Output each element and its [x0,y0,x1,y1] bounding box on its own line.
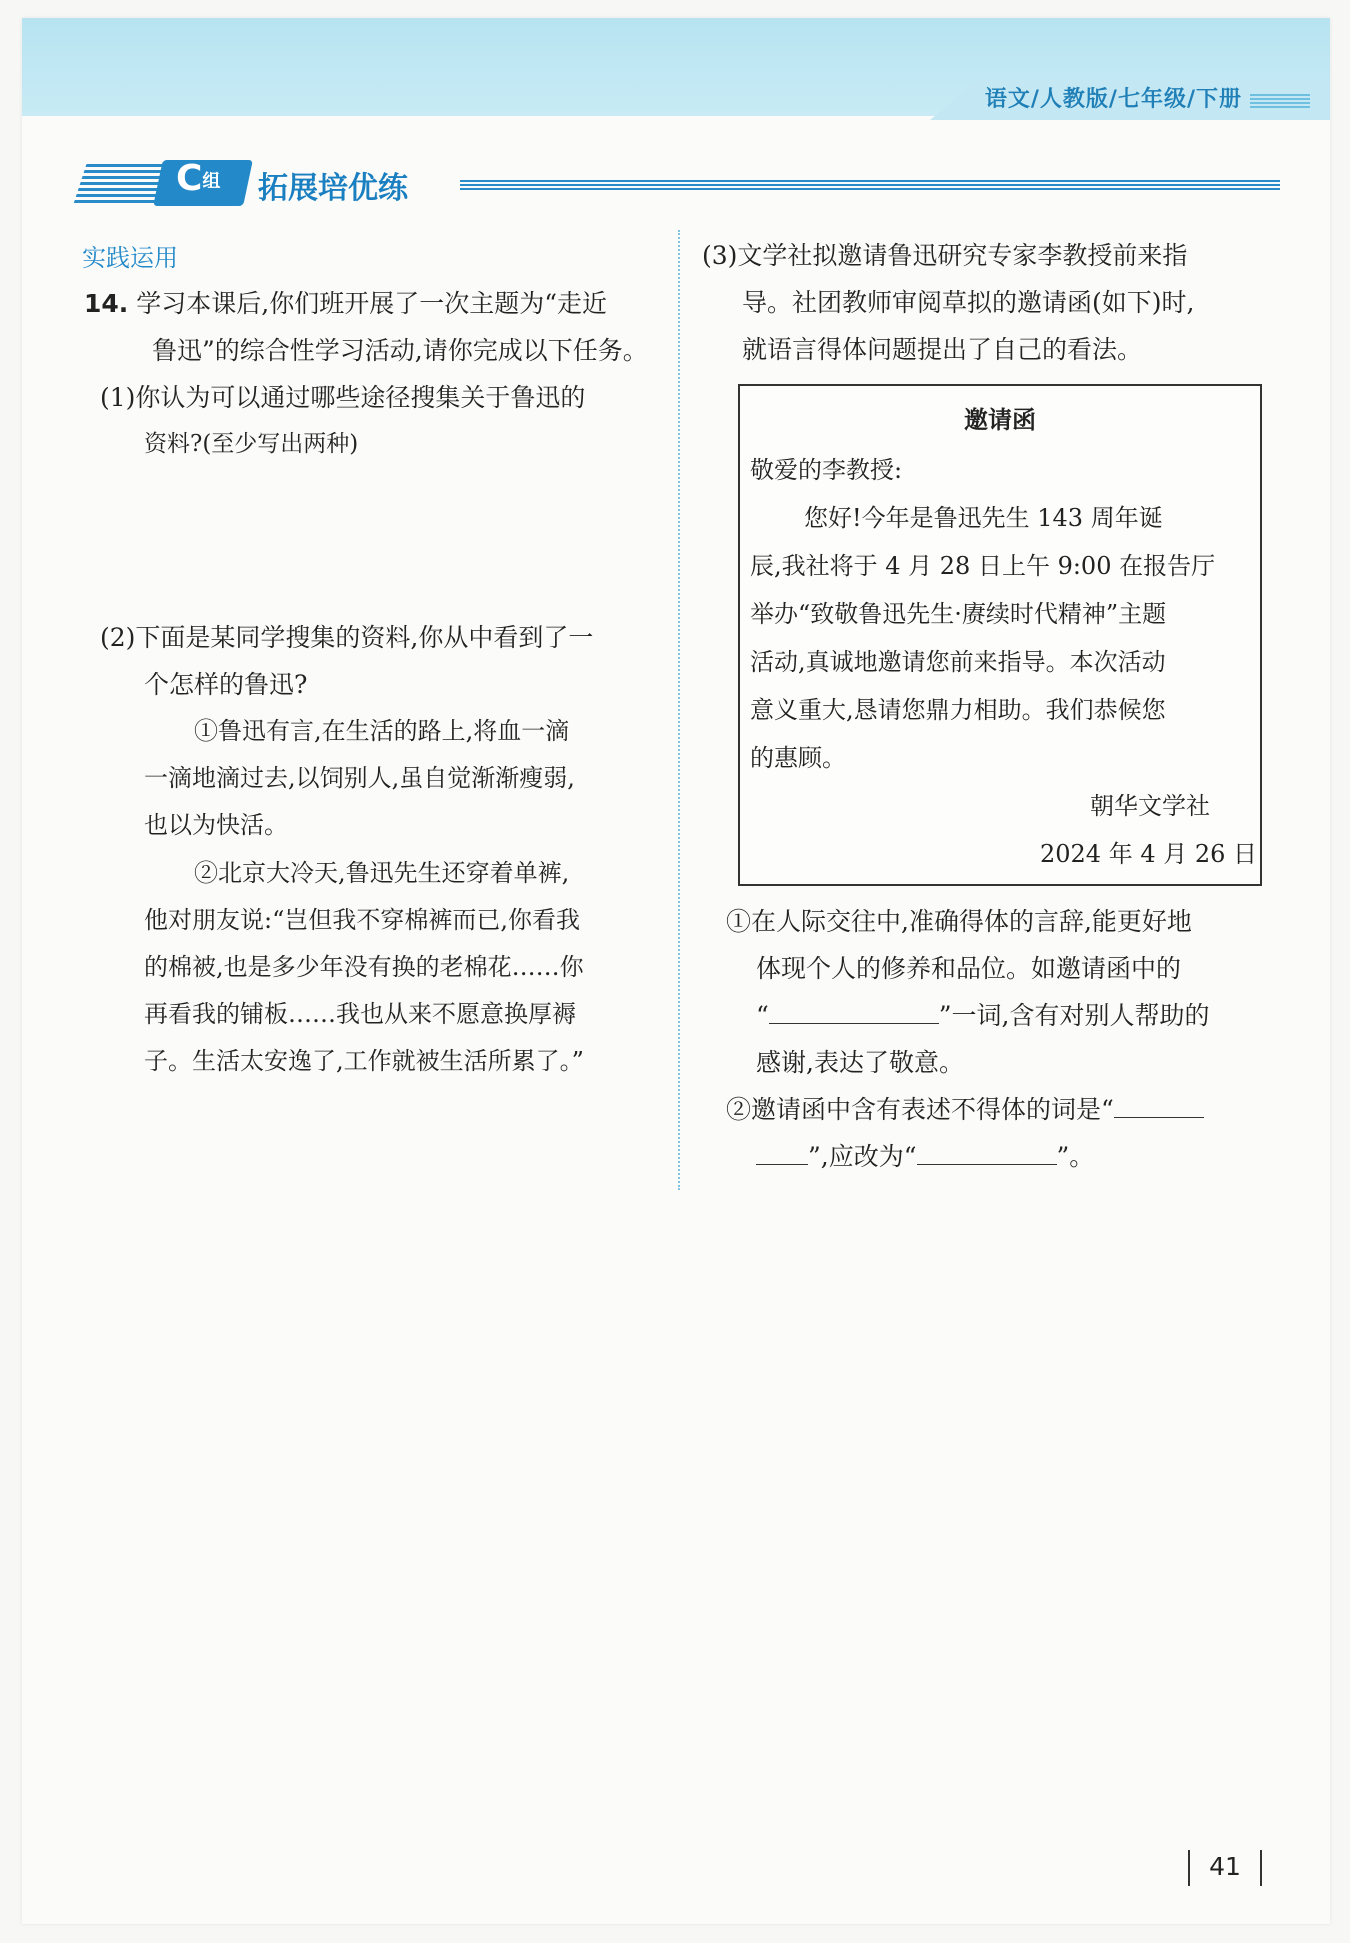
material2-line: ②北京大冷天,鲁迅先生还穿着单裤, [194,859,570,887]
part3-line2: 导。社团教师审阅草拟的邀请函(如下)时, [742,288,1195,317]
material2-line: 他对朋友说:“岂但我不穿棉裤而已,你看我 [144,906,580,934]
task1-line3 [756,992,1210,1039]
section-rule [460,180,1280,192]
question-intro-text: 学习本课后,你们班开展了一次主题为“走近 [136,289,607,318]
letter-body-line: 意义重大,恳请您鼎力相助。我们恭候您 [750,696,1166,724]
material2-line: 的棉被,也是多少年没有换的老棉花……你 [144,953,584,981]
part1-line2: 资料?(至少写出两种) [144,431,359,457]
task1-line2: 体现个人的修养和品位。如邀请函中的 [756,954,1182,983]
task2-line2 [756,1133,1094,1180]
material2-line: 再看我的铺板……我也从来不愿意换厚褥 [144,1000,576,1028]
answer-blank[interactable] [1114,1091,1204,1118]
letter-signature: 朝华文学社 [1090,792,1210,820]
letter-date: 2024 年 4 月 26 日 [1040,840,1258,868]
material2-line: 子。生活太安逸了,工作就被生活所累了。” [144,1047,584,1075]
question-intro-line1 [84,280,607,327]
answer-blank[interactable] [917,1138,1057,1165]
letter-body-line: 活动,真诚地邀请您前来指导。本次活动 [750,648,1166,676]
task2-line1-text: ②邀请函中含有表述不得体的词是“ [726,1095,1114,1124]
letter-body-line: 举办“致敬鲁迅先生·赓续时代精神”主题 [750,600,1167,628]
letter-title: 邀请函 [964,406,1036,434]
task1-line3-text: ”一词,含有对别人帮助的 [938,1001,1210,1030]
material1-line: 也以为快活。 [144,811,288,839]
subsection-label: 实践运用 [82,244,178,272]
page-number: 41 [1209,1852,1241,1881]
section-title: 拓展培优练 [258,171,408,206]
answer-blank[interactable] [756,1138,808,1165]
task2-line1 [726,1086,1204,1133]
invitation-letter [738,384,1262,886]
quote-open: “ [756,1001,769,1030]
task2-line2-text: ”,应改为“ [808,1142,917,1171]
letter-body-line: 的惠顾。 [750,744,846,772]
section-badge-sub: 组 [202,171,221,192]
task1-line1: ①在人际交往中,准确得体的言辞,能更好地 [726,907,1192,936]
material1-line: ①鲁迅有言,在生活的路上,将血一滴 [194,717,570,745]
question-intro-line2: 鲁迅”的综合性学习活动,请你完成以下任务。 [152,336,648,365]
question-number: 14. [84,289,129,318]
material1-line: 一滴地滴过去,以饲别人,虽自觉渐渐瘦弱, [144,764,575,792]
part2-line2: 个怎样的鲁迅? [144,670,308,699]
section-banner [80,158,1280,210]
page-number-box [1188,1850,1262,1886]
section-badge-letter: C [176,158,203,199]
letter-body-line: 辰,我社将于 4 月 28 日上午 9:00 在报告厅 [750,552,1216,580]
header-stripes-decoration [1250,94,1310,108]
letter-salutation: 敬爱的李教授: [750,456,903,484]
task1-line4: 感谢,表达了敬意。 [756,1048,964,1077]
column-divider [678,230,680,1190]
letter-body-line: 您好!今年是鲁迅先生 143 周年诞 [804,504,1163,532]
section-badge [176,158,220,199]
answer-blank[interactable] [769,997,939,1024]
part3-line3: 就语言得体问题提出了自己的看法。 [742,335,1143,364]
part1-line1: (1)你认为可以通过哪些途径搜集关于鲁迅的 [100,383,586,412]
part3-line1: (3)文学社拟邀请鲁迅研究专家李教授前来指 [702,241,1188,270]
task2-line2-end: ”。 [1056,1142,1095,1171]
part2-line1: (2)下面是某同学搜集的资料,你从中看到了一 [100,623,594,652]
book-series-label: 语文/人教版/七年级/下册 [984,87,1242,112]
